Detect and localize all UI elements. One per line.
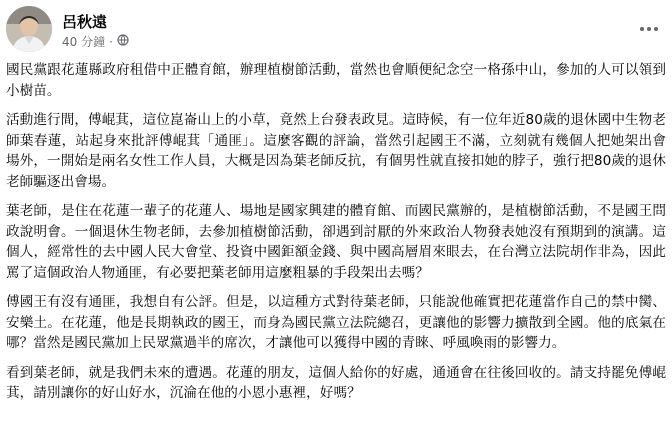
post-paragraph: 傅國王有沒有通匪，我想自有公評。但是，以這種方式對待葉老師，只能說他確實把花蓮當作自己的禁中臠、安樂土。在花蓮，他是長期執政的國王，而身為國民黨立法院總召，更讓他的影響力擴散到全國。他的底氣在哪？當然是國民黨加上民眾黨過半的席次，才讓他可以獲得中國的青睞、呼風喚雨的影響力。 <box>6 294 666 351</box>
post-body <box>6 60 666 413</box>
avatar-image <box>6 6 52 52</box>
post-paragraph: 葉老師，是住在花蓮一輩子的花蓮人、場地是國家興建的體育館、而國民黨辦的，是植樹節活動，不是國王問政說明會。一個退休生物老師，去參加植樹節活動，卻遇到討厭的外來政治人物發表她沒有預期到的演講。這個人，經常性的去中國人民大會堂、投資中國鉅額金錢、與中國高層眉來眼去，在台灣立法院胡作非為，因此罵了這個政治人物通匪，有必要把葉老師用這麼粗暴的手段架出去嗎？ <box>6 203 666 281</box>
author-name[interactable]: 呂秋遠 <box>62 13 108 31</box>
globe-icon <box>117 34 129 49</box>
post-header <box>6 6 666 52</box>
more-options-button[interactable] <box>634 16 664 36</box>
post-paragraph: 活動進行間，傅崐萁，這位崑崙山上的小草，竟然上台發表政見。這時候，有一位年近80歲的退休國中生物老師葉春蓮，站起身來批評傅崐萁「通匪」。這麼客觀的評論，當然引起國王不滿，立刻就有幾個人把她架出會場外，一開始是兩名女性工作人員，大概是因為葉老師反抗，有個男性就直接扣她的脖子，強行把80歲的退休老師驅逐出會場。 <box>6 112 666 190</box>
meta-separator: · <box>109 34 113 49</box>
more-options-icon <box>639 17 659 36</box>
post-timestamp[interactable]: 40 分鐘 <box>62 35 106 49</box>
author-avatar[interactable] <box>6 6 52 52</box>
post-paragraph: 國民黨跟花蓮縣政府租借中正體育館，辦理植樹節活動，當然也會順便紀念空一格孫中山，參加的人可以領到小樹苗。 <box>6 62 666 99</box>
post-paragraph: 看到葉老師，就是我們未來的遭遇。花蓮的朋友，這個人給你的好處，通通會在往後回收的。請支持罷免傅崐萁，請別讓你的好山好水，沉淪在他的小恩小惠裡，好嗎？ <box>6 364 666 401</box>
post-meta <box>62 33 129 50</box>
